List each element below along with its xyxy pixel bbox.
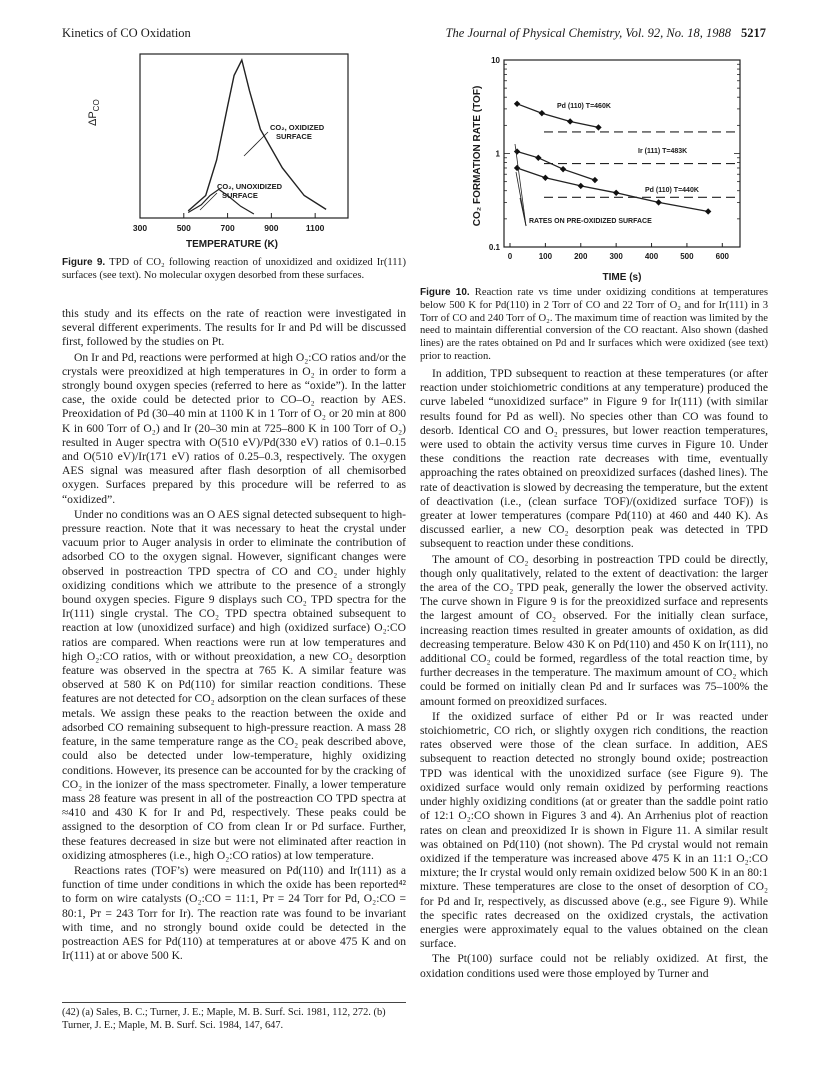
fig10-x-tick-label: 100 — [538, 252, 553, 261]
fig10-data-point — [539, 110, 545, 116]
fig10-series-line — [517, 152, 595, 181]
fig10-ylabel: CO₂ FORMATION RATE (TOF) — [472, 85, 483, 227]
page-number: 5217 — [741, 26, 766, 40]
fig10-data-point — [567, 118, 573, 124]
fig9-caption-text: TPD of CO₂ following reaction of unoxidized and oxidized Ir(111) surfaces (see text). No molecular oxygen desorbed from these surfaces. — [62, 257, 406, 281]
fig10-data-point — [514, 165, 520, 171]
fig10-data-point — [595, 124, 601, 130]
fig10-data-point — [578, 183, 584, 189]
left-text-column — [62, 307, 406, 964]
figure-9-chart — [62, 48, 406, 253]
fig9-ylabel: $\Delta P_{CO}$ — [87, 99, 101, 126]
footnote: (42) (a) Sales, B. C.; Turner, J. E.; Maple, M. B. Surf. Sci. 1981, 112, 272. (b) Turner, J. E.; Maple, M. B. Surf. Sci. 1984, 147, 647. — [62, 1002, 406, 1032]
right-paragraph: The Pt(100) surface could not be reliably oxidized. At first, the oxidation conditions used were those employed by Turner and — [420, 952, 768, 980]
fig9-x-tick-label: 300 — [132, 223, 148, 233]
fig10-y-tick-label: 0.1 — [488, 243, 500, 252]
left-paragraph: Under no conditions was an O AES signal detected subsequent to high-pressure reaction. Note that it was necessary to heat the crystal under vacuum prior to Auger analysis in order to eliminate the contribution of adsorbed CO to the oxygen signal. However, significant changes were observed in postreaction TPD spectra of CO and CO₂ under highly oxidizing conditions which we attribute to the presence of a strongly bound oxygen species. Figure 9 displays such CO₂ TPD spectra for the Ir(111) single crystal. The CO₂ TPD spectra obtained subsequent to reaction at low (unoxidized surface) and high (oxidized surface) O₂:CO ratios are compared. When reactions were run at low temperatures and high O₂:CO ratios, with or without preoxidation, a new CO₂ desorption feature was observed in the spectra at 765 K. A similar feature was observed at 580 K on Pd(110) for similar reaction conditions. These features are not detected for CO₂ adsorption on the clean surfaces of these metals. We assign these peaks to the reaction between the oxide and adsorbed CO remaining subsequent to high-pressure reaction. A mass 28 feature, in the same temperature range as the CO₂ peak described above, could also be detected under low-temperature, highly oxidizing conditions. However, its presence can be accounted for by the cracking of CO₂ in the ionizer of the mass spectrometer. Finally, a lower temperature mass 28 feature was present in all of the postreaction CO TPD spectra at ≈410 and 430 K for Ir and Pd, respectively. These peaks could be assigned to the desorption of CO from clean Ir or Pd surface. Further, these features decreased in size but were not eliminated after reaction in oxidizing atmospheres (i.e., high O₂:CO ratios) at low temperature. — [62, 507, 406, 862]
journal-name: The Journal of Physical Chemistry, Vol. 92, No. 18, 1988 — [445, 26, 731, 40]
fig10-data-point — [542, 175, 548, 181]
fig10-x-tick-label: 300 — [609, 252, 623, 261]
fig9-oxidized-pointer — [244, 132, 268, 156]
fig10-data-point — [535, 155, 541, 161]
fig10-x-tick-label: 600 — [715, 252, 729, 261]
fig9-caption-label: Figure 9. — [62, 257, 106, 268]
fig9-x-tick-label: 700 — [220, 223, 235, 233]
fig10-data-point — [514, 101, 520, 107]
fig9-oxidized-label-2: SURFACE — [276, 132, 312, 141]
fig9-unoxidized-label-2: SURFACE — [222, 191, 258, 200]
fig10-x-tick-label: 200 — [574, 252, 588, 261]
fig10-caption-text: Reaction rate vs time under oxidizing conditions at temperatures below 500 K for Pd(110) in 2 Torr of CO and 22 Torr of O₂ and for Ir(111) in 3 Torr of CO and 240 Torr of O₂. The maximum time of reaction was limited by the need to maintain differential conversion of the CO reactant. Also shown (dashed lines) are the rates obtained on Pd and Ir surfaces which were oxidized (see text) prior to reaction. — [420, 287, 768, 362]
fig10-dashed-levels — [544, 132, 740, 197]
fig10-dashed-label: RATES ON PRE-OXIDIZED SURFACE — [529, 218, 652, 225]
journal-citation — [446, 26, 766, 41]
fig10-label-pd440: Pd (110) T=440K — [645, 187, 699, 194]
fig9-x-tick-label: 500 — [176, 223, 191, 233]
right-paragraph: In addition, TPD subsequent to reaction at these temperatures (or after reaction under stoichiometric conditions at any temperature) produced the curve labeled “unoxidized surface” in Figure 9 for Ir(111) (with similar results found for Pd as well). No species other than CO was found to desorb. Identical CO and O₂ pressures, but lower reaction temperatures, were used to obtain the activity versus time curves in Figure 10. Under these conditions the reaction rate decreases with time, eventually approaching the rates obtained on preoxidized surfaces (dashed lines). The rate of deactivation is slowed by decreasing the temperature, but the extent of deactivation (i.e., (clean surface TOF)/(oxidized surface TOF)) is greater at lower temperatures (compare Pd(110) at 460 and 440 K). As discussed earlier, a new CO₂ desorption peak was detected in TPD subsequent to reaction under these conditions. — [420, 367, 768, 551]
fig10-axis-ticks — [489, 56, 740, 261]
fig9-unoxidized-pointer — [200, 193, 217, 210]
fig10-x-tick-label: 400 — [644, 252, 659, 261]
right-paragraph: The amount of CO₂ desorbing in postreaction TPD could be directly, though only qualitatively, related to the extent of deactivation: the larger the area of the CO₂ TPD peak, generally the lower the observed activity. The curve shown in Figure 9 is for the preoxidized surface and represents the largest amount of CO₂ observed. For the initially clean surface, increasing reaction times resulted in greater amounts of oxidation, as did decreasing temperature. Below 430 K on Pd(110) and 450 K on Ir(111), no additional CO₂ could be formed, regardless of the total reaction time, by further decreases in the temperature. The maximum amount of CO₂ which could be formed on initially clean Pd and Ir surfaces was 75–100% the amount formed on preoxidized surfaces. — [420, 552, 768, 708]
fig9-x-tick-label: 900 — [264, 223, 279, 233]
right-paragraph: If the oxidized surface of either Pd or Ir was reacted under stoichiometric, CO rich, or slightly oxygen rich conditions, the reaction rates observed were those of the clean surface. In addition, AES subsequent to reaction detected no strongly bound oxide; postreaction TPD was identical with the unoxidized surface (see Figure 9). The oxidized surface would only remain oxidized by performing reactions under highly oxidizing conditions (at or greater than the saddle point ratio of 12:1 O₂:CO shown in Figures 3 and 4). An Arrhenius plot of reaction rates on clean and preoxidized Ir is shown in Figure 11. A similar result was obtained on Pd(110) (not shown). The Pd crystal would not remain oxidized if the temperature was increased above 475 K in an 11:1 O₂:CO mixture; the Ir crystal would only remain oxidized below 500 K in an 80:1 mixture. These temperatures are close to the onset of desorption of CO₂ for Pd and Ir, respectively, as discussed above (e.g., see Figure 9). While the specific rates decreased on the oxidized crystals, the activation energies were approximately equal to the values obtained on the clean surface. — [420, 709, 768, 951]
fig10-xlabel: TIME (s) — [602, 272, 642, 283]
fig10-data-point — [705, 208, 711, 214]
fig10-data-point — [613, 190, 619, 196]
left-paragraph: Reactions rates (TOF’s) were measured on Pd(110) and Ir(111) as a function of time under conditions in which the oxide has been reported⁴² to form on wire catalysts (O₂:CO = 11:1, Pᴛ = 24 Torr for Pd, O₂:CO = 80:1, Pᴛ = 243 Torr for Ir). The reaction rate was found to be invariant with time, and no strongly bound oxide could be detected in the postreaction AES for Pd(110) at temperatures at or above 475 K and on Ir(111) at or above 500 K. — [62, 863, 406, 963]
fig10-label-pd460: Pd (110) T=460K — [557, 103, 611, 110]
fig10-y-tick-label: 1 — [495, 149, 500, 159]
fig10-series — [514, 101, 711, 215]
right-text-column — [420, 367, 768, 982]
fig10-pointer-1 — [515, 144, 526, 226]
figure-9-caption — [62, 257, 406, 283]
fig9-x-tick-label: 1100 — [305, 223, 325, 233]
fig10-label-ir483: Ir (111) T=483K — [638, 148, 688, 155]
fig10-data-point — [592, 177, 598, 183]
fig10-x-tick-label: 0 — [507, 252, 513, 261]
fig10-x-tick-label: 500 — [680, 252, 694, 261]
figure-10-caption — [420, 287, 768, 364]
fig10-data-point — [514, 148, 520, 154]
running-head: Kinetics of CO Oxidation — [62, 26, 191, 40]
left-paragraph: this study and its effects on the rate of reaction were investigated in several different experiments. The results for Ir and Pd will be discussed first, followed by the studies on Pt. — [62, 307, 406, 349]
fig9-xlabel: TEMPERATURE (K) — [185, 239, 279, 250]
left-paragraph: On Ir and Pd, reactions were performed at high O₂:CO ratios and/or the crystals were preoxidized at high temperatures in O₂ in order to form a strongly bound oxygen species (referred to here as “oxide”). In the latter case, the oxide could be detected prior to CO–O₂ reaction by AES. Preoxidation of Pd (30–40 min at 1100 K in 1 Torr of O₂ or 20 min at 800 K in 600 Torr of O₂) and Ir (20–30 min at 725–800 K in 100 Torr of O₂) resulted in Auger spectra with O(510 eV)/Pd(330 eV) ratios of 0.1–0.15 and O(510 eV)/Ir(171 eV) ratios of 0.25–0.3, respectively. The oxygen AES signal was measured after flash desorption of all chemisorbed oxygen. Surfaces prepared by this procedure will be referred to as “oxidized”. — [62, 350, 406, 506]
fig10-y-tick-label: 10 — [491, 56, 500, 65]
fig9-unoxidized-label-1: CO₂, UNOXIDIZED — [217, 182, 283, 191]
fig10-data-point — [655, 199, 661, 205]
fig10-caption-label: Figure 10. — [420, 287, 470, 298]
fig10-data-point — [560, 166, 566, 172]
figure-10-chart — [460, 48, 760, 284]
fig9-x-ticks — [133, 213, 325, 233]
fig9-oxidized-label-1: CO₂, OXIDIZED — [270, 123, 325, 132]
